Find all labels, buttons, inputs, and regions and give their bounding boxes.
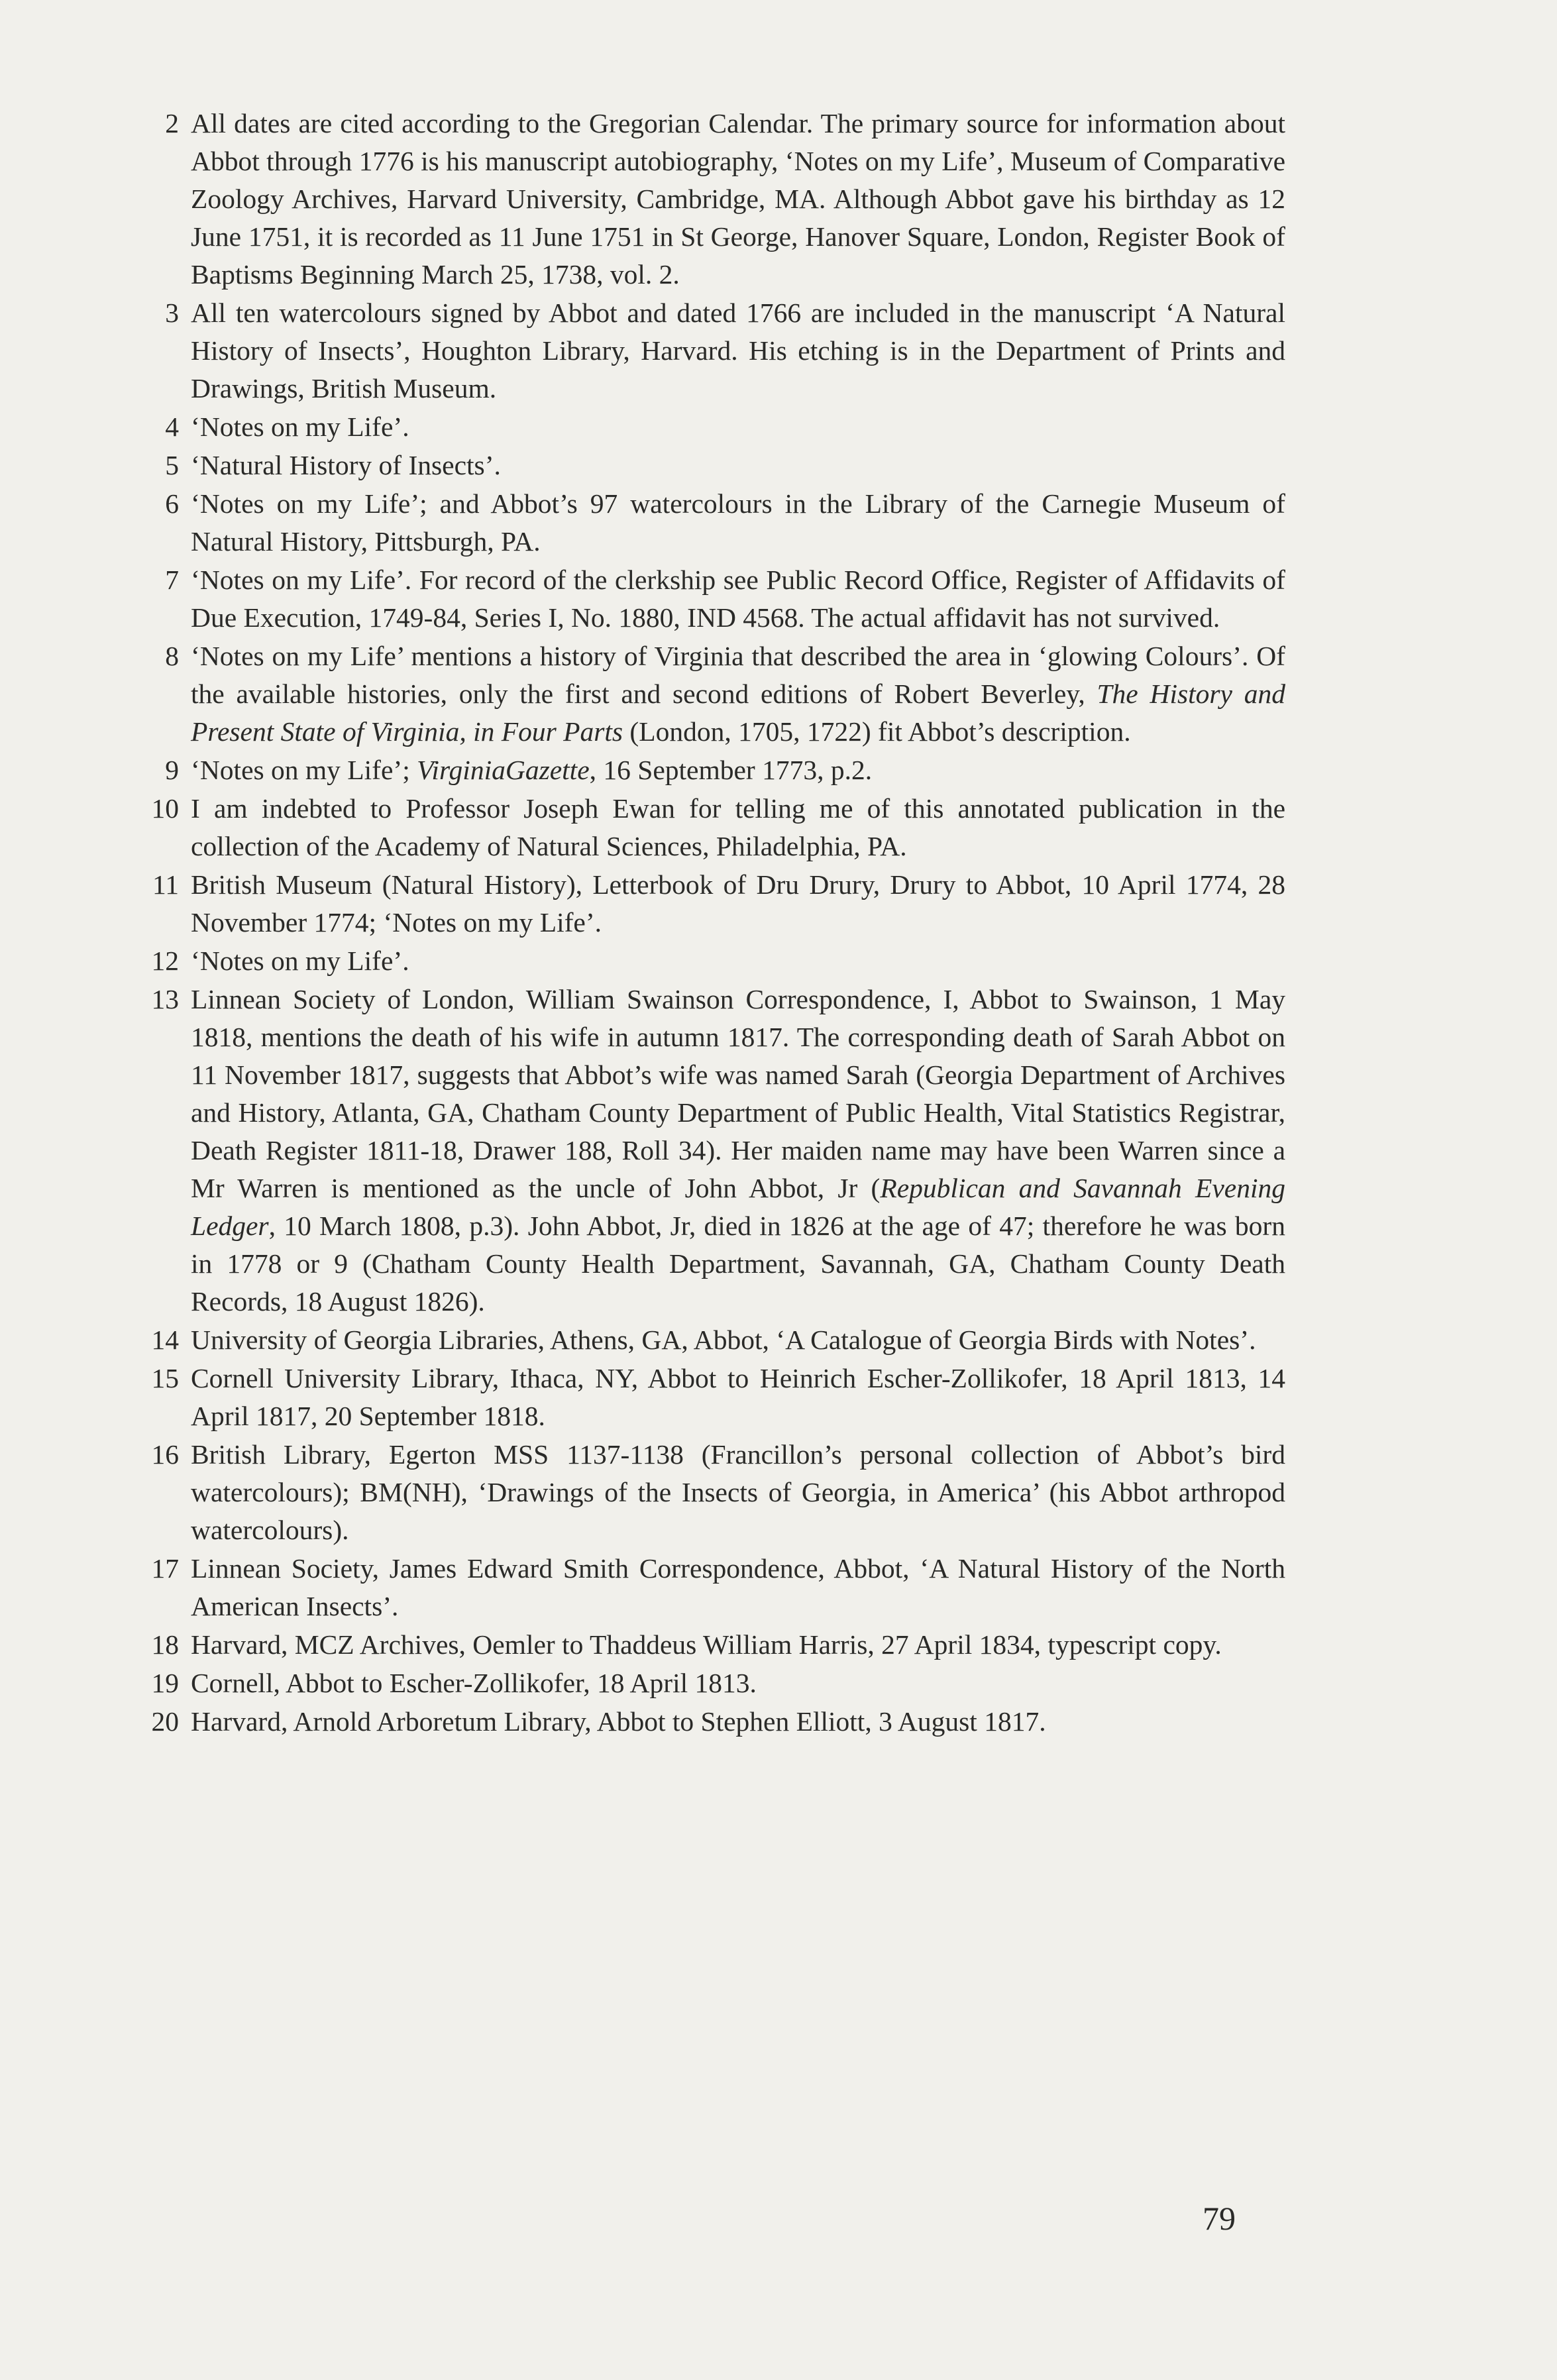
note-number: 12 bbox=[151, 946, 179, 976]
endnote-15 bbox=[133, 1360, 1285, 1435]
endnote-10 bbox=[133, 790, 1285, 865]
endnote-3 bbox=[133, 294, 1285, 407]
note-text-part: , 10 March 1808, p.3). John Abbot, Jr, died in 1826 at the age of 47; therefore he was born in 1778 or 9 (Chatham County Health Department, Savannah, GA, Chatham County Death Records, 18 August 1826). bbox=[191, 1211, 1285, 1317]
note-text-part: (London, 1705, 1722) fit Abbot’s description. bbox=[623, 716, 1131, 747]
note-number: 10 bbox=[151, 793, 179, 824]
endnote-12 bbox=[133, 942, 1285, 980]
endnote-13 bbox=[133, 981, 1285, 1321]
endnote-6 bbox=[133, 485, 1285, 561]
note-number: 18 bbox=[151, 1629, 179, 1660]
note-text: University of Georgia Libraries, Athens, GA, Abbot, ‘A Catalogue of Georgia Birds with Notes’. bbox=[191, 1325, 1256, 1355]
note-number: 13 bbox=[151, 984, 179, 1014]
endnote-14 bbox=[133, 1321, 1285, 1359]
endnote-16 bbox=[133, 1436, 1285, 1549]
note-text: All dates are cited according to the Gregorian Calendar. The primary source for information about Abbot through 1776 is his manuscript autobiography, ‘Notes on my Life’, Museum of Comparative Zoology Archives, Harvard University, Cambridge, MA. Although Abbot gave his birthday as 12 June 1751, it is recorded as 11 June 1751 in St George, Hanover Square, London, Register Book of Baptisms Beginning March 25, 1738, vol. 2. bbox=[191, 108, 1285, 290]
note-text bbox=[191, 981, 1285, 1321]
note-number: 8 bbox=[165, 641, 179, 671]
note-text: Harvard, Arnold Arboretum Library, Abbot to Stephen Elliott, 3 August 1817. bbox=[191, 1706, 1046, 1737]
italic-title: VirginiaGazette bbox=[417, 755, 590, 785]
note-number: 5 bbox=[165, 450, 179, 480]
endnote-4 bbox=[133, 408, 1285, 446]
endnote-18 bbox=[133, 1626, 1285, 1664]
note-text-part: , 16 September 1773, p.2. bbox=[589, 755, 873, 785]
endnote-7 bbox=[133, 561, 1285, 637]
note-text: ‘Notes on my Life’. bbox=[191, 946, 409, 976]
note-number: 9 bbox=[165, 755, 179, 785]
note-number: 14 bbox=[151, 1325, 179, 1355]
note-number: 4 bbox=[165, 411, 179, 442]
endnote-20 bbox=[133, 1703, 1285, 1741]
note-number: 11 bbox=[152, 869, 179, 900]
note-number: 19 bbox=[151, 1668, 179, 1698]
note-text: Harvard, MCZ Archives, Oemler to Thaddeus William Harris, 27 April 1834, typescript copy. bbox=[191, 1629, 1222, 1660]
endnote-9 bbox=[133, 751, 1285, 789]
note-number: 16 bbox=[151, 1439, 179, 1470]
note-text: ‘Natural History of Insects’. bbox=[191, 450, 501, 480]
note-text-part: ‘Notes on my Life’; bbox=[191, 755, 417, 785]
note-text bbox=[191, 637, 1285, 751]
note-text: ‘Notes on my Life’; and Abbot’s 97 watercolours in the Library of the Carnegie Museum of Natural History, Pittsburgh, PA. bbox=[191, 488, 1285, 557]
note-number: 7 bbox=[165, 565, 179, 595]
note-number: 17 bbox=[151, 1553, 179, 1584]
note-text: I am indebted to Professor Joseph Ewan for telling me of this annotated publication in the collection of the Academy of Natural Sciences, Philadelphia, PA. bbox=[191, 793, 1285, 861]
note-text: All ten watercolours signed by Abbot and dated 1766 are included in the manuscript ‘A Natural History of Insects’, Houghton Library, Harvard. His etching is in the Department of Prints and Drawings, British Museum. bbox=[191, 298, 1285, 404]
endnotes-list bbox=[133, 105, 1285, 1741]
italic-title: The History and Present State of Virginia, in Four Parts bbox=[191, 678, 1285, 747]
note-text-part: ‘Notes on my Life’ mentions a history of Virginia that described the area in ‘glowing Colours’. Of the available histories, only the first and second editions of Robert Beverley, bbox=[191, 641, 1285, 709]
note-text: Cornell, Abbot to Escher-Zollikofer, 18 April 1813. bbox=[191, 1668, 757, 1698]
note-text: Linnean Society, James Edward Smith Correspondence, Abbot, ‘A Natural History of the North American Insects’. bbox=[191, 1553, 1285, 1621]
endnote-5 bbox=[133, 447, 1285, 484]
endnote-17 bbox=[133, 1550, 1285, 1625]
note-number: 3 bbox=[165, 298, 179, 328]
note-number: 20 bbox=[151, 1706, 179, 1737]
note-text: ‘Notes on my Life’. For record of the clerkship see Public Record Office, Register of Affidavits of Due Execution, 1749-84, Series I, No. 1880, IND 4568. The actual affidavit has not survived. bbox=[191, 565, 1285, 633]
note-text: Cornell University Library, Ithaca, NY, Abbot to Heinrich Escher-Zollikofer, 18 April 1813, 14 April 1817, 20 September 1818. bbox=[191, 1363, 1285, 1431]
endnote-19 bbox=[133, 1664, 1285, 1702]
note-text bbox=[191, 751, 1285, 789]
page-number: 79 bbox=[1203, 2200, 1236, 2237]
note-number: 2 bbox=[165, 108, 179, 138]
italic-title: Republican and Savannah Evening Ledger bbox=[191, 1173, 1286, 1241]
endnote-11 bbox=[133, 866, 1285, 942]
note-number: 15 bbox=[151, 1363, 179, 1393]
note-number: 6 bbox=[165, 488, 179, 519]
endnote-8 bbox=[133, 637, 1285, 751]
note-text: British Library, Egerton MSS 1137-1138 (Francillon’s personal collection of Abbot’s bird watercolours); BM(NH), ‘Drawings of the Insects of Georgia, in America’ (his Abbot arthropod watercolours). bbox=[191, 1439, 1285, 1545]
note-text: ‘Notes on my Life’. bbox=[191, 411, 409, 442]
note-text-part: Linnean Society of London, William Swainson Correspondence, I, Abbot to Swainson, 1 May 1818, mentions the death of his wife in autumn 1817. The corresponding death of Sarah Abbot on 11 November 1817, suggests that Abbot’s wife was named Sarah (Georgia Department of Archives and History, Atlanta, GA, Chatham County Department of Public Health, Vital Statistics Registrar, Death Register 1811-18, Drawer 188, Roll 34). Her maiden name may have been Warren since a Mr Warren is mentioned as the uncle of John Abbot, Jr ( bbox=[191, 984, 1285, 1203]
note-text: British Museum (Natural History), Letterbook of Dru Drury, Drury to Abbot, 10 April 1774, 28 November 1774; ‘Notes on my Life’. bbox=[191, 869, 1285, 938]
endnote-2 bbox=[133, 105, 1285, 294]
